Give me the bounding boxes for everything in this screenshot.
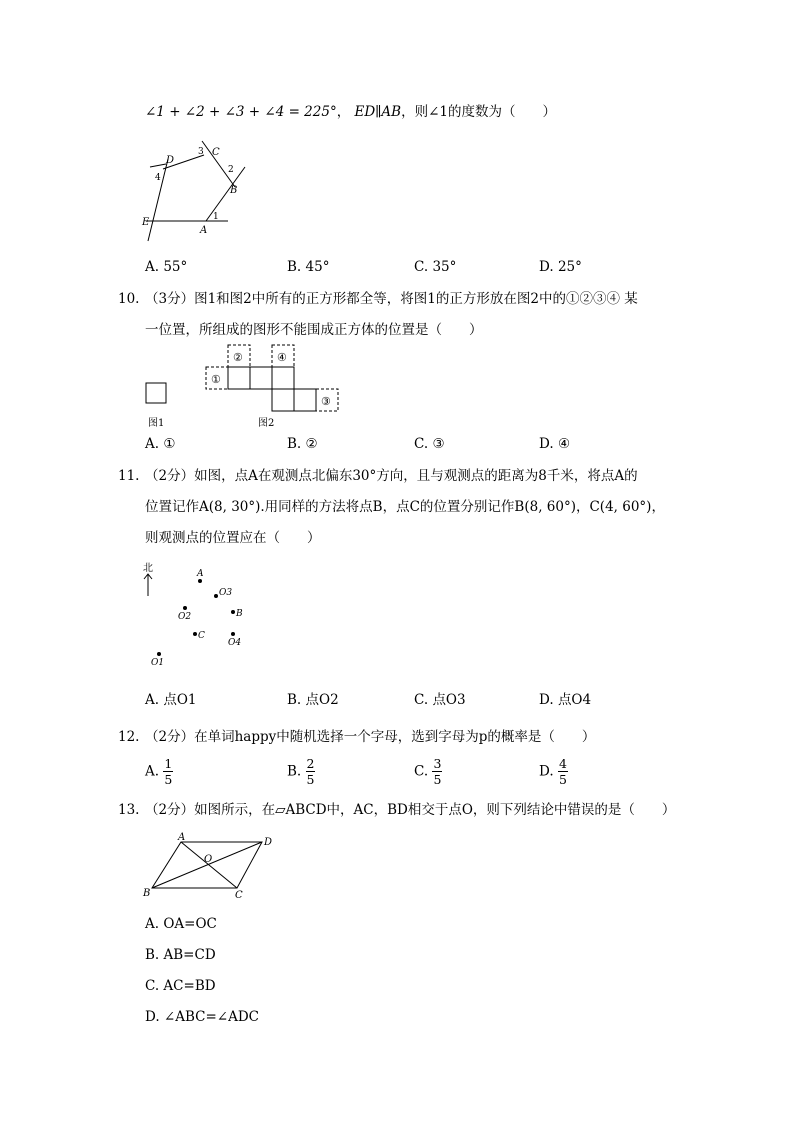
q11-line2: 位置记作A(8, 30°).用同样的方法将点B，点C的位置分别记作B(8, 60°)，C(4, 60°)， (145, 499, 665, 515)
q11-point-A (198, 579, 202, 583)
q10-option-a[interactable]: A. ① (145, 436, 176, 452)
q9-label-A: A (200, 225, 208, 236)
q11-option-a[interactable]: A. 点O1 (145, 692, 197, 708)
q9-figure (140, 135, 280, 245)
svg-text:A: A (178, 832, 186, 843)
q9-option-c[interactable]: C. 35° (414, 259, 457, 275)
q11-point-O3 (214, 594, 218, 598)
q13-line1: （2分）如图所示，在▱ABCD中，AC，BD相交于点O，则下列结论中错误的是（ ） (145, 802, 676, 818)
q9-stem: ∠1 + ∠2 + ∠3 + ∠4 = 225°， ED∥AB，则∠1的度数为（ ） (145, 104, 556, 120)
q10-slot-3-label: ③ (321, 395, 331, 408)
q13-option-b[interactable]: B. AB=CD (145, 947, 216, 963)
q10-option-d[interactable]: D. ④ (539, 436, 571, 452)
q9-label-1: 1 (213, 212, 219, 222)
q9-option-d[interactable]: D. 25° (539, 259, 582, 275)
q10-figure (140, 345, 345, 430)
q11-option-c[interactable]: C. 点O3 (414, 692, 466, 708)
q9-parallel: ED∥AB (354, 104, 402, 120)
svg-text:C: C (235, 890, 243, 901)
q9-label-3: 3 (198, 147, 204, 157)
q10-fig1-square (146, 383, 166, 403)
q11-north-label: 北 (143, 563, 153, 574)
q9-label-4: 4 (155, 173, 161, 183)
q9-label-C: C (212, 147, 220, 158)
svg-text:B: B (143, 888, 151, 899)
svg-text:B: B (236, 609, 243, 619)
q13-option-c[interactable]: C. AC=BD (145, 978, 216, 994)
q10-slot-4-label: ④ (277, 351, 287, 364)
q10-option-c[interactable]: C. ③ (414, 436, 445, 452)
q13-diagonal-bd (152, 842, 262, 888)
q12-option-d[interactable]: D. $\frac{4}{5}$ (539, 756, 567, 787)
q9-label-B: B (230, 185, 238, 196)
q11-line3: 则观测点的位置应在（ ） (145, 530, 321, 546)
q11-figure (140, 560, 260, 675)
q10-fig2-label: 图2 (258, 418, 275, 429)
q11-option-b[interactable]: B. 点O2 (287, 692, 339, 708)
q13-option-a[interactable]: A. OA=OC (145, 916, 217, 932)
q10-line2: 一位置，所组成的图形不能围成正方体的位置是（ ） (145, 322, 483, 338)
q11-number: 11. (118, 468, 140, 484)
q11-option-d[interactable]: D. 点O4 (539, 692, 592, 708)
q9-option-b[interactable]: B. 45° (287, 259, 330, 275)
svg-text:O4: O4 (228, 638, 242, 648)
svg-text:C: C (198, 631, 205, 641)
q11-point-O4 (231, 632, 235, 636)
q13-figure (140, 832, 280, 900)
q13-option-d[interactable]: D. ∠ABC=∠ADC (145, 1009, 260, 1025)
north-arrow-icon (144, 574, 152, 596)
svg-text:A: A (197, 569, 204, 579)
q9-option-a[interactable]: A. 55° (145, 259, 188, 275)
q11-line1: （2分）如图，点A在观测点北偏东30°方向，且与观测点的距离为8千米，将点A的 (145, 468, 638, 484)
svg-text:O2: O2 (178, 612, 192, 622)
svg-text:O: O (204, 854, 213, 865)
svg-text:O3: O3 (219, 588, 233, 598)
q10-line1: （3分）图1和图2中所有的正方形都全等，将图1的正方形放在图2中的①②③④ 某 (145, 291, 638, 307)
q10-number: 10. (118, 291, 140, 307)
q12-option-a[interactable]: A. $\frac{1}{5}$ (145, 756, 173, 787)
q11-point-B (231, 610, 235, 614)
q9-stem-tail: ，则∠1的度数为（ ） (401, 104, 556, 120)
q10-slot-2-label: ② (233, 351, 243, 364)
q9-label-2: 2 (228, 165, 234, 175)
q11-point-O1 (157, 652, 161, 656)
q10-option-b[interactable]: B. ② (287, 436, 318, 452)
q9-angle-sum: ∠1 + ∠2 + ∠3 + ∠4 = 225° (145, 104, 337, 120)
q13-diagonal-ac (181, 842, 237, 888)
svg-text:D: D (264, 837, 273, 848)
q10-slot-1-label: ① (211, 373, 221, 386)
q9-label-D: D (166, 155, 175, 166)
q10-fig1-label: 图1 (148, 418, 165, 429)
svg-text:O1: O1 (151, 658, 165, 668)
q11-point-O2 (183, 606, 187, 610)
q12-number: 12. (118, 729, 140, 745)
q12-option-b[interactable]: B. $\frac{2}{5}$ (287, 756, 315, 787)
q12-option-c[interactable]: C. $\frac{3}{5}$ (414, 756, 442, 787)
q13-number: 13. (118, 802, 140, 818)
q12-line1: （2分）在单词happy中随机选择一个字母，选到字母为p的概率是（ ） (145, 729, 596, 745)
q9-label-E: E (142, 217, 150, 228)
q11-point-C (193, 632, 197, 636)
